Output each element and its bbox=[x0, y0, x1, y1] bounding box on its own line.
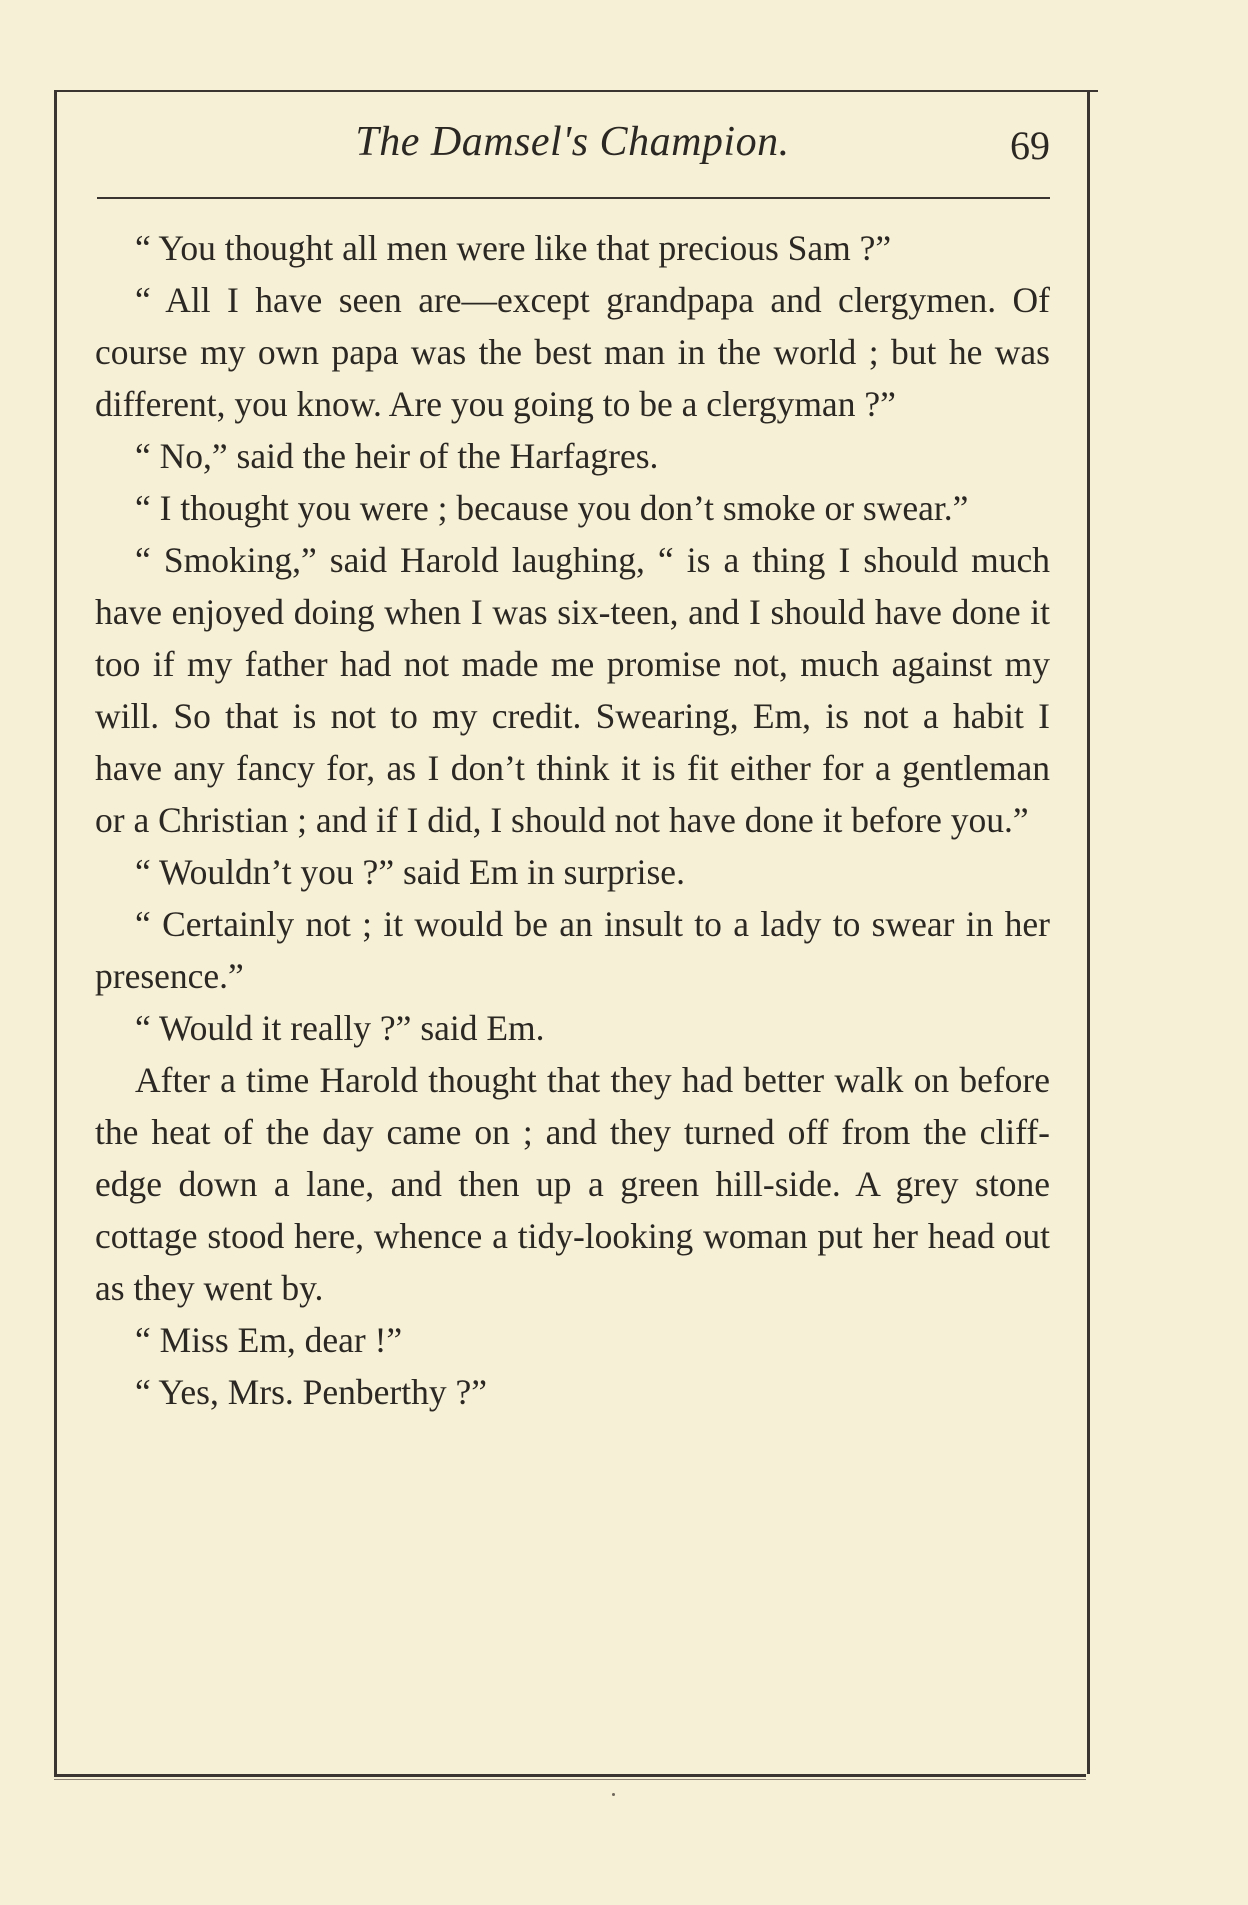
paper-speck bbox=[612, 1793, 615, 1796]
paragraph: “ Yes, Mrs. Penberthy ?” bbox=[135, 1372, 488, 1412]
paragraph: “ You thought all men were like that precious Sam ?” bbox=[135, 228, 892, 268]
running-head bbox=[95, 118, 1050, 178]
paragraph: “ Certainly not ; it would be an insult to a lady to swear in her presence.” bbox=[95, 904, 1050, 996]
paragraph: “ I thought you were ; because you don’t smoke or swear.” bbox=[135, 488, 969, 528]
paragraph: “ Smoking,” said Harold laughing, “ is a thing I should much have enjoyed doing when I was six-teen, and I should have done it too if my father had not made me promise not, much against my will. So that is not to my credit. Swearing, Em, is not a habit I have any fancy for, as I don’t think it is fit either for a gentleman or a Christian ; and if I did, I should not have done it before you.” bbox=[95, 540, 1050, 840]
paragraph: “ Would it really ?” said Em. bbox=[135, 1008, 545, 1048]
page-number: 69 bbox=[1010, 123, 1050, 168]
running-title: The Damsel's Champion. bbox=[355, 119, 790, 165]
header-rule bbox=[97, 197, 1050, 199]
paragraph: “ No,” said the heir of the Harfagres. bbox=[135, 436, 659, 476]
frame-bottom-outer-rule bbox=[54, 1779, 1086, 1780]
frame-bottom-rule bbox=[54, 1774, 1086, 1777]
paragraph: After a time Harold thought that they had better walk on before the heat of the day came on ; and they turned off from the cliff-edge down a lane, and then up a green hill-side. A grey stone cottage stood here, whence a tidy-looking woman put her head out as they went by. bbox=[95, 1060, 1050, 1308]
paragraph: “ Miss Em, dear !” bbox=[135, 1320, 403, 1360]
paragraph: “ All I have seen are—except grandpapa and clergymen. Of course my own papa was the best man in the world ; but he was different, you know. Are you going to be a clergyman ?” bbox=[95, 280, 1050, 424]
paragraph: “ Wouldn’t you ?” said Em in surprise. bbox=[135, 852, 685, 892]
body-text bbox=[95, 222, 1050, 1418]
